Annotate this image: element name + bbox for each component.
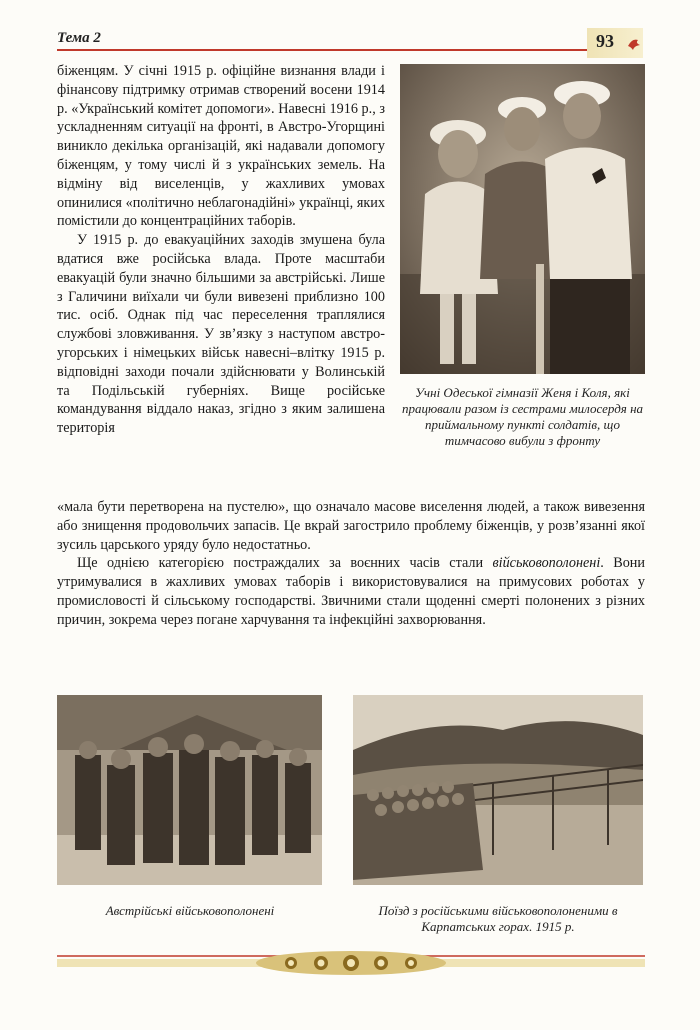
- full-width-text: [57, 498, 645, 630]
- train-photo: [353, 695, 643, 885]
- term-prisoners-of-war: військовополонені: [492, 555, 601, 572]
- train-caption: Поїзд з російськими військовополоненими в Карпатських горах. 1915 р.: [378, 903, 618, 934]
- paragraph-2: У 1915 р. до евакуаційних заходів змушена була вдатися вже російська влада. Проте масштаби евакуацій були значно більшими за австрійські. Лише з Галичини виїхали чи були вивезені приблизно 100 тис. осіб. Однак під час переселення траплялися службові зловживання. У зв’язку з наступом австро-угорських і німецьких військ навесні–влітку 1915 р. відповідні заходи почали здійснювати у Волинській та Подільській губерніях. Вище російське командування віддало наказ, згідно з яким залишена територія: [57, 232, 385, 437]
- austrian-pows-caption: Австрійські військовополонені: [105, 903, 275, 918]
- header-rule: [57, 49, 587, 51]
- paragraph-3: [57, 554, 645, 629]
- footer-ornament-icon: [57, 950, 645, 976]
- topic-label: Тема 2: [57, 30, 101, 46]
- corner-ornament-icon: [626, 36, 642, 52]
- paragraph-3-start: Ще однією категорією постраждалих за воєнних часів стали: [77, 555, 493, 572]
- paragraph-2-continued: «мала бути перетворена на пустелю», що означало масове виселення людей, а також вивезення або знищення продовольчих запасів. Це вкрай загострило проблему біженців, у розв’язанні якої зусиль царського уряду було недостатньо.: [57, 499, 645, 553]
- page-number: 93: [596, 31, 614, 51]
- gymnasium-students-image: [400, 64, 645, 374]
- gymnasium-students-caption: Учні Одеської гімназії Женя і Коля, які працювали разом із сестрами милосердя на приймальному пункті солдатів, що тимчасово вибули з фронту: [401, 385, 644, 448]
- paragraph-3-rest: . Вони утримувалися в жахливих умовах таборів і використовувалися на примусових роботах у промисловості й сільському господарстві. Звичними стали щоденні смерті полонених з різних причин, зокрема через погане харчування та інфекційні захворювання.: [57, 555, 645, 628]
- column-text: [57, 62, 385, 438]
- gymnasium-students-photo: [400, 64, 645, 374]
- train-image: [353, 695, 643, 885]
- austrian-pows-image: [57, 695, 322, 885]
- austrian-pows-photo: [57, 695, 322, 885]
- paragraph-1: біженцям. У січні 1915 р. офіційне визнання влади і фінансову підтримку отримав створений восени 1914 р. «Український комітет допомоги». Навесні 1916 р., з ускладненням ситуації на фронті, в Австро-Угорщині виникло декілька організацій, які надавали допомогу біженцям, у тому числі й з українських земель. На відміну від виселенців, у жахливих умовах опинилися «політично неблагонадійні» українці, яких помістили до концентраційних таборів.: [57, 63, 385, 230]
